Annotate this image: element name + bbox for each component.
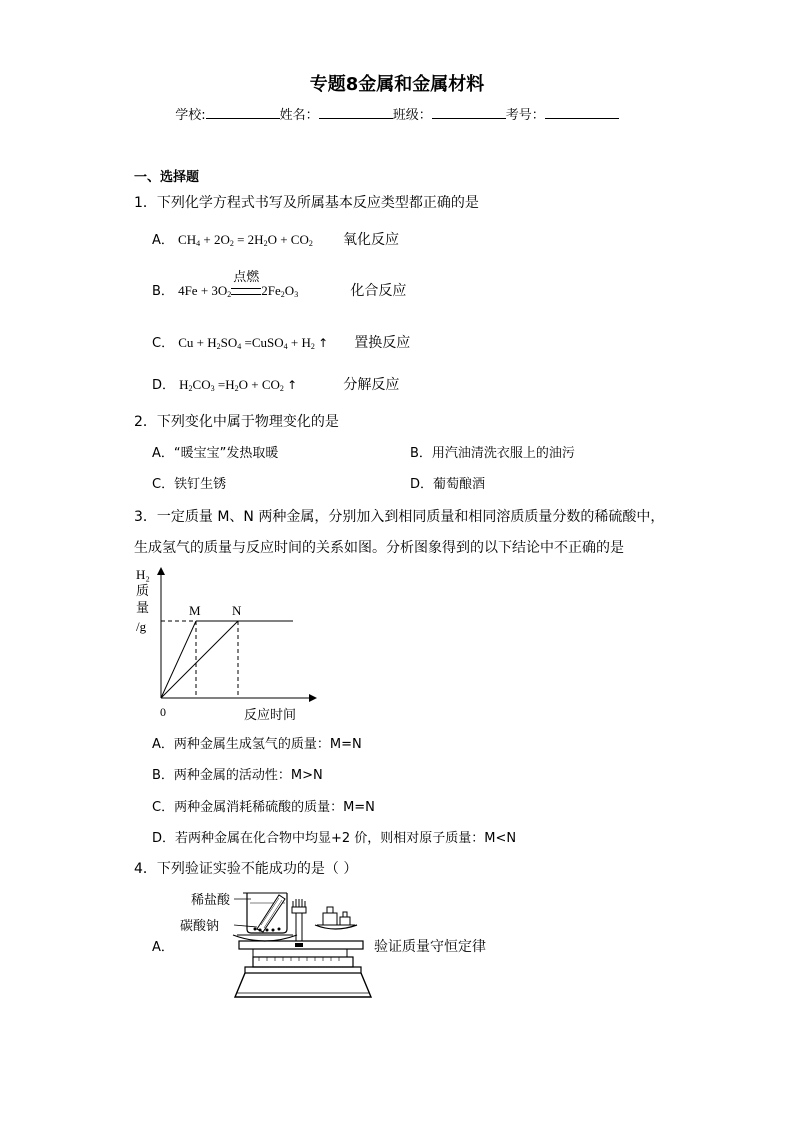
q1-c-type: 置换反应 <box>354 335 411 351</box>
name-blank[interactable] <box>319 106 393 119</box>
school-label: 学校: <box>175 108 206 123</box>
q3-stem-line1: 3．一定质量 M、N 两种金属，分别加入到相同质量和相同溶质质量分数的稀硫酸中， <box>134 509 665 525</box>
q3-option-b[interactable]: B．两种金属的活动性：M>N <box>152 768 323 783</box>
reaction-condition: 点燃 <box>231 282 261 295</box>
fig-label-hcl: 稀盐酸 <box>191 892 231 907</box>
scale-bar-icon <box>253 957 353 967</box>
page-title: 专题8金属和金属材料 <box>309 74 485 95</box>
school-blank[interactable] <box>206 106 280 119</box>
q4-option-a-label[interactable]: A． <box>152 940 174 955</box>
q2-stem: 2．下列变化中属于物理变化的是 <box>134 414 339 430</box>
balance-base-icon <box>235 973 371 997</box>
fig-label-na2co3: 碳酸钠 <box>180 918 220 933</box>
q3-option-c[interactable]: C．两种金属消耗稀硫酸的质量：M=N <box>152 800 375 815</box>
section-heading: 一、选择题 <box>134 170 200 185</box>
weight-small-icon <box>340 917 350 925</box>
q2-option-d[interactable]: D．葡萄酿酒 <box>410 477 486 492</box>
label-n: N <box>232 603 242 618</box>
q1-b-type: 化合反应 <box>350 283 407 299</box>
left-pan-icon <box>233 935 297 941</box>
curve-n <box>161 621 238 698</box>
q1-option-b[interactable]: B． $4Fe + 3O_2$ 点燃 $2Fe_2O_3$ 化合反应 <box>152 269 407 299</box>
q1-d-type: 分解反应 <box>343 377 400 393</box>
number-label: 考号： <box>505 108 545 123</box>
curve-m <box>161 621 196 698</box>
q4-option-a-text: 验证质量守恒定律 <box>374 939 486 955</box>
origin-label: 0 <box>160 705 166 719</box>
name-label: 姓名： <box>279 108 319 123</box>
y-label-zhi: 质 <box>136 583 150 598</box>
q1-option-d[interactable]: D． $H_2CO_3 =H_2O + CO_2$ ↑ 分解反应 <box>152 377 400 393</box>
q1-option-a[interactable]: A． $CH_4 + 2O_2 = 2H_2O + CO_2$ 氧化反应 <box>152 232 399 248</box>
q2-option-b[interactable]: B．用汽油清洗衣服上的油污 <box>410 446 575 461</box>
student-info-line <box>0 104 794 123</box>
y-label-h2: H₂ <box>136 567 150 582</box>
right-pan-icon <box>315 925 357 929</box>
center-holder-icon <box>292 907 306 913</box>
label-m: M <box>189 603 201 618</box>
h2-mass-time-graph <box>130 560 330 730</box>
q2-option-a[interactable]: A．“暖宝宝”发热取暖 <box>152 446 279 461</box>
class-blank[interactable] <box>432 106 506 119</box>
q1-option-c[interactable]: C． $Cu + H_2SO_4$ =CuSO$_4$ + $H_2$ ↑ 置换反应 <box>152 335 411 351</box>
class-label: 班级： <box>392 108 432 123</box>
q3-option-d[interactable]: D．若两种金属在化合物中均显+2 价，则相对原子质量：M<N <box>152 831 517 846</box>
y-label-liang: 量 <box>136 600 150 615</box>
q3-option-a[interactable]: A．两种金属生成氢气的质量：M=N <box>152 737 362 752</box>
number-blank[interactable] <box>545 106 619 119</box>
x-label: 反应时间 <box>244 707 297 722</box>
q2-option-c[interactable]: C．铁钉生锈 <box>152 477 227 492</box>
q1-a-equation: $CH_4 + 2O_2 = 2H_2O + CO_2$ <box>178 232 313 248</box>
q1-c-equation: $Cu + H_2SO_4$ =CuSO$_4$ + $H_2$ ↑ <box>178 335 329 351</box>
q1-stem: 1．下列化学方程式书写及所属基本反应类型都正确的是 <box>134 195 479 211</box>
q4-stem: 4．下列验证实验不能成功的是（ ） <box>134 861 358 877</box>
y-label-unit: /g <box>136 619 147 634</box>
q1-d-equation: $H_2CO_3 =H_2O + CO_2$ ↑ <box>179 377 298 393</box>
balance-experiment-figure <box>175 885 375 1000</box>
weight-large-icon <box>323 913 337 925</box>
test-tube-icon <box>257 895 285 932</box>
q1-b-equation: $4Fe + 3O_2$ 点燃 $2Fe_2O_3$ <box>178 269 299 299</box>
q1-a-type: 氧化反应 <box>343 232 399 248</box>
q3-stem-line2: 生成氢气的质量与反应时间的关系如图。分析图象得到的以下结论中不正确的是 <box>134 540 624 556</box>
